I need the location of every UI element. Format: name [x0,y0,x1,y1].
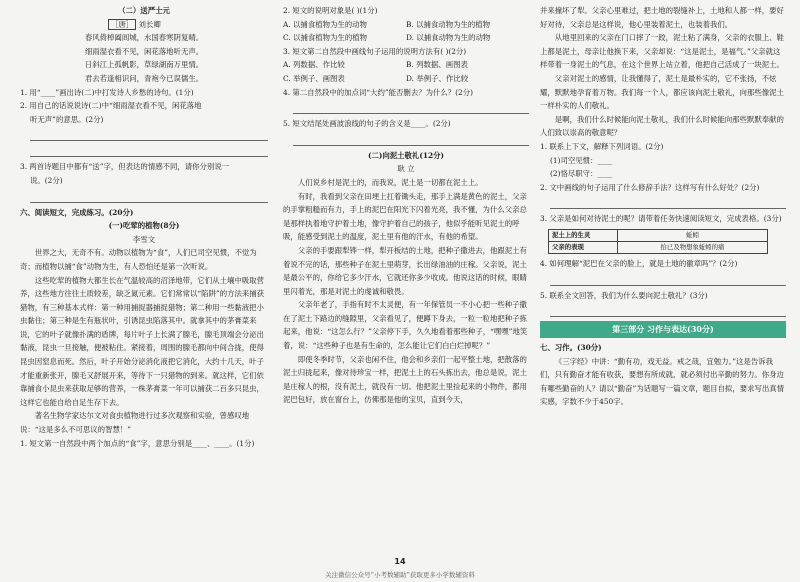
poem-title: （二）送严士元 [118,6,170,15]
question-2: 2. 用自己的话说说诗(二)中“细雨湿衣看不见，闲花落地 [20,101,202,111]
table-label: 父亲的表现 [549,241,618,253]
option[interactable]: D. 以捕食动物为生的动物 [406,33,491,43]
question-4: 4. 第二自然段中的加点词“大约”能否删去？为什么？(2分) [283,87,474,97]
poem-line: 日斜江上孤帆影，草绿湖南万里情。 [84,60,204,70]
table-cell[interactable]: 蚯蚓 [618,229,768,241]
article-1-question-1: 1. 短文第一自然段中两个加点的“食”字，意思分别是____、____。(1分) [20,438,255,448]
column-left [20,4,268,450]
question-4-head: 4. 如何理解“泥巴在父亲的脸上，就是土地的徽章吗”？(2分) [540,258,738,268]
answer-line[interactable] [550,304,786,317]
option[interactable]: C. 以捕食植物为生的植物 [283,33,367,43]
poem-author-line [108,18,268,32]
poem-dynasty: ［唐］ [108,19,136,30]
article-1-author: 李雪文 [132,234,156,244]
article-2-paragraph: 并来撞坏了犁。父亲心里难过，把土地的裂缝补上，土地和人都一样，要好好对待，父亲总是这样说，他心里装着泥土，也装着我们。 [540,6,784,29]
page-number: 14 [394,557,406,566]
question-3-head: 3. 短文第二自然段中画线句子运用的说明方法有( )(2分) [283,46,467,56]
article-1-paragraph: 世界之大，无奇不有。动物以植物为“食”，人们已司空见惯，不觉为奇；而植物以捕“食”动物为生，有人恐怕还是第一次听说。 [20,248,257,271]
option[interactable]: B. 以捕食动物为生的植物 [406,19,491,29]
poem-line: 细雨湿衣看不见，闲花落地听无声。 [84,46,204,56]
poem-author: 刘长卿 [138,19,161,29]
article-2-title: (二)向泥土敬礼(12分) [367,150,444,160]
article-2-paragraph: 有时，我看到父亲在田埂上扛着锄头走，那手上满是黄色的泥土，父亲的手掌粗糙而有力，手上的泥巴在阳光下闪着光亮，我不懂，为什么父亲总是那样执着地守护着土地，像守护着自己的孩子，他似乎能听见泥土的呼吸，能感受到泥土的温度，泥土里有他的汗水，有他的希望。 [283,191,527,242]
option[interactable]: B. 列数据、画图表 [406,60,468,70]
question-2-head: 2. 短文的说明对象是( )(1分) [283,6,378,15]
answer-line[interactable] [293,101,529,114]
question-1-head: 1. 联系上下文，解释下列词语。(2分) [540,141,664,151]
article-1-paragraph: 著名生物学家达尔文对食虫植物进行过多次观察和实验，曾感叹地说：“这是多么不可思议的智慧！” [20,411,250,435]
answer-line[interactable] [550,273,786,286]
table-cell[interactable]: 拾已及物想象蚯蚓的痛 [618,241,768,253]
essay-prompt: 《三字经》中讲：“勤有功，戏无益。戒之哉，宜勉力。”这是告诉我们，只有勤奋才能有收获，要想有所成就，就必须付出辛勤的努力。你身边有哪些勤奋的人？请以“勤奋”为话题写一篇文章，题目自拟，要求写出真情实感，字数不少于450字。 [540,356,785,407]
table-label: 泥土上的生灵 [549,229,618,241]
article-2-paragraph: 人们说乡村是泥土的，而我说，泥土是一切都在泥土上。 [297,177,483,187]
article-1-paragraph: 这些吃荤的植物大都生长在气温较高的沼泽地带，它们从土壤中吸取营养，这些地方往往土质较差，缺乏氮元素。它们常常以“陷阱”的方法来捕获猎物，有三种基本式样：第一种用捕捉器捕捉猎物；第二种用一些黏液把小虫黏住；第三种是生有瓶状叶，引诱昆虫陷落其中。就拿其中的茅膏菜来说，它的叶子就像扑满的盾牌，每片叶子上长满了腺毛，腺毛顶端会分泌出黏液，昆虫一旦接触，便被粘住。紧接着，周围的腺毛都向中间合拢，使得昆虫因窒息而死。然后，叶子开始分泌消化液把它消化，大约十几天，叶子才能重新张开，腺毛又舒展开来，等待下一只猎物的到来。就这样，它们依靠捕食小昆虫来获取足够的营养，一株茅膏菜一年可以捕获二百多只昆虫，这样它也能自给自足生存下去。 [20,275,265,407]
article-1-title: (一)吃荤的植物(8分) [108,221,180,231]
answer-line[interactable] [30,128,268,141]
article-2-author: 耿 立 [397,164,415,174]
question-3: 3. 两首诗题目中都有“送”字，但表达的情感不同，请你分别说一 [20,162,230,172]
column-right [540,4,786,409]
options-row [283,18,529,32]
options-row [283,58,529,72]
option[interactable]: D. 举例子、作比较 [406,73,469,83]
options-row [283,72,529,86]
article-2-paragraph: 父亲年老了，手指有时不太灵便，有一年保管员一不小心把一些种子撒在了泥土下路边的缝隙里，父亲看见了，便蹲下身去，一粒一粒地把种子拣起来，他说：“这怎么行？”父亲停下手，久久地看着那些种子，“嘿嘿”地笑着，说：“这些种子也是有生命的，怎么能让它们白白烂掉呢？” [283,300,528,351]
vocab-item: (2)恪尽职守：____ [550,169,613,179]
article-2-paragraph: 是啊，我们什么时候能向泥土敬礼，我们什么时候能向那些默默奉献的人们致以崇高的敬意呢？ [540,114,784,138]
article-2-paragraph: 从地里回来的父亲在门口摔了一跤，泥土粘了满身，父亲的衣服上、鞋上都是泥土，母亲让他换下来，父亲却说：“这是泥土，是福气。”父亲就这样带着一身泥土的气息，在这个世界上站立着，他把自己活成了一块泥土。 [540,33,784,70]
column-middle [283,4,529,407]
section-7-heading: 七、习作。(30分) [540,343,602,353]
poem-line: 春风倚棹阖闾城，水国春寒阴复晴。 [84,33,204,43]
question-5: 5. 短文结尾处画波浪线的句子的含义是____。(2分) [283,119,451,129]
article-2-paragraph: 即使冬季时节，父亲也闲不住，他会和乡亲们一起平整土地，把散落的泥土归拢起来，像对待珍宝一样，把泥土上的石头拣出去，他总是说，泥土是庄稼人的根，没有泥土，就没有一切。他把泥土里捡起来的小物件，都用泥巴包好，放在窗台上，仿佛那是他的宝贝，直到今天， [283,354,527,405]
poem-line: 君去若逢相识问，青袍今已误儒生。 [84,73,204,83]
question-3-cont: 说。(2分) [30,175,63,185]
question-3-head: 3. 父亲是如何对待泥土的呢？请带着任务快速阅读短文，完成表格。(3分) [540,214,782,224]
option[interactable]: C. 举例子、画图表 [283,73,345,83]
answer-line[interactable] [30,190,268,203]
question-2-head: 2. 文中画线的句子运用了什么修辞手法？这样写有什么好处？(2分) [540,182,760,192]
section-6-heading: 六、阅读短文，完成练习。(20分) [20,207,134,217]
option[interactable]: A. 以捕食植物为生的动物 [283,19,367,29]
article-2-paragraph: 父亲对泥土的感情，让我懂得了，泥土是最朴实的，它不张扬，不炫耀，默默地孕育着万物。我们每一个人，都应该向泥土敬礼，向那些像泥土一样朴实的人们敬礼。 [540,73,784,111]
article-2-paragraph: 父亲的手要跟犁铧一样，犁开板结的土地，把种子撒进去，他跟泥土有着说不完的话，那些种子在泥土里萌芽，长出绿油油的庄稼。父亲说，泥土是最公平的，你给它多少汗水，它就还你多少收成。他说这话的时候，眼睛里闪着光，那是对泥土的虔诚和敬畏。 [283,245,527,296]
answer-line[interactable] [30,144,268,157]
option[interactable]: A. 列数据、作比较 [283,60,345,70]
question-2-cont: 听无声”的意思。(2分) [30,114,104,124]
answer-table [548,229,768,254]
part-3-banner: 第三部分 习作与表达(30分) [540,321,786,338]
footer-note: 关注微信公众号“小考数辅助”获取更多小学数辅资料 [325,571,475,579]
vocab-item: (1)司空见惯：____ [550,155,613,165]
answer-line[interactable] [550,196,786,209]
options-row [283,31,529,45]
question-5-head: 5. 联系全文回答，我们为什么要向泥土敬礼？(3分) [540,290,708,300]
answer-line[interactable] [293,133,529,146]
question-1: 1. 用“____”画出诗(二)中打发诗人乡愁的诗句。(1分) [20,87,194,97]
